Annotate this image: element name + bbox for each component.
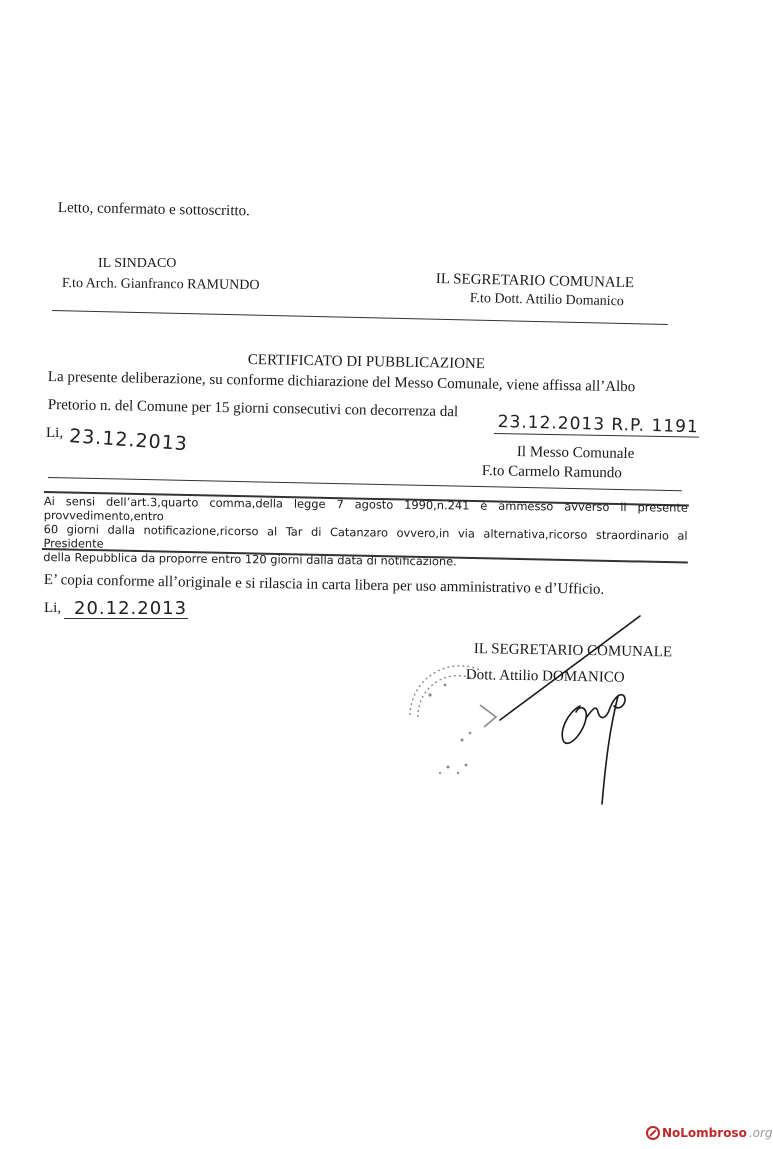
certificate-line-2: Pretorio n. del Comune per 15 giorni consecutivi con decorrenza dal: [47, 397, 459, 421]
divider-1: [52, 310, 668, 325]
segretario-top-name: F.to Dott. Attilio Domanico: [469, 291, 625, 310]
segretario-bottom-title: IL SEGRETARIO COMUNALE: [473, 641, 673, 661]
segretario-top-title: IL SEGRETARIO COMUNALE: [435, 271, 635, 292]
messo-name: F.to Carmelo Ramundo: [481, 463, 623, 482]
certificate-li-date: 23.12.2013: [68, 425, 189, 456]
copy-li-label: Li,: [44, 600, 62, 616]
sindaco-title: IL SINDACO: [98, 256, 177, 271]
messo-title: Il Messo Comunale: [516, 444, 635, 463]
legal-notice-line-2: 60 giorni dalla notificazione,ricorso al Tar di Catanzaro ovvero,in via alternativa,ricorso straordinario al Presidente: [43, 521, 688, 551]
watermark-brand: NoLombroso: [662, 1126, 747, 1140]
nolombroso-watermark: [646, 1126, 773, 1140]
certificate-li-label: Li,: [46, 425, 64, 441]
copy-text: E’ copia conforme all’originale e si rilascia in carta libera per uso amministrativo e d’Ufficio.: [43, 572, 605, 598]
copy-li-date: 20.12.2013: [74, 598, 188, 619]
legal-notice-line-3: della Repubblica da proporre entro 120 giorni dalla data di notificazione.: [43, 549, 457, 569]
copy-date-underline: [64, 618, 188, 619]
certificate-heading: CERTIFICATO DI PUBBLICAZIONE: [247, 352, 486, 373]
intro-text: Letto, confermato e sottoscritto.: [57, 200, 251, 220]
segretario-bottom-name: Dott. Attilio DOMANICO: [465, 667, 625, 686]
handwritten-signature: [480, 608, 680, 818]
no-sign-icon: [646, 1126, 660, 1140]
legal-notice-line-1: Ai sensi dell’art.3,quarto comma,della legge 7 agosto 1990,n.241 è ammesso avverso il presente provvedimento,entro: [43, 494, 688, 524]
handwritten-publication-date: 23.12.2013 R.P. 1191: [497, 412, 699, 438]
sindaco-name: F.to Arch. Gianfranco RAMUNDO: [61, 276, 260, 294]
certificate-line-1: La presente deliberazione, su conforme dichiarazione del Messo Comunale, viene affissa all’Albo: [47, 369, 636, 396]
watermark-suffix: .org: [748, 1126, 773, 1140]
